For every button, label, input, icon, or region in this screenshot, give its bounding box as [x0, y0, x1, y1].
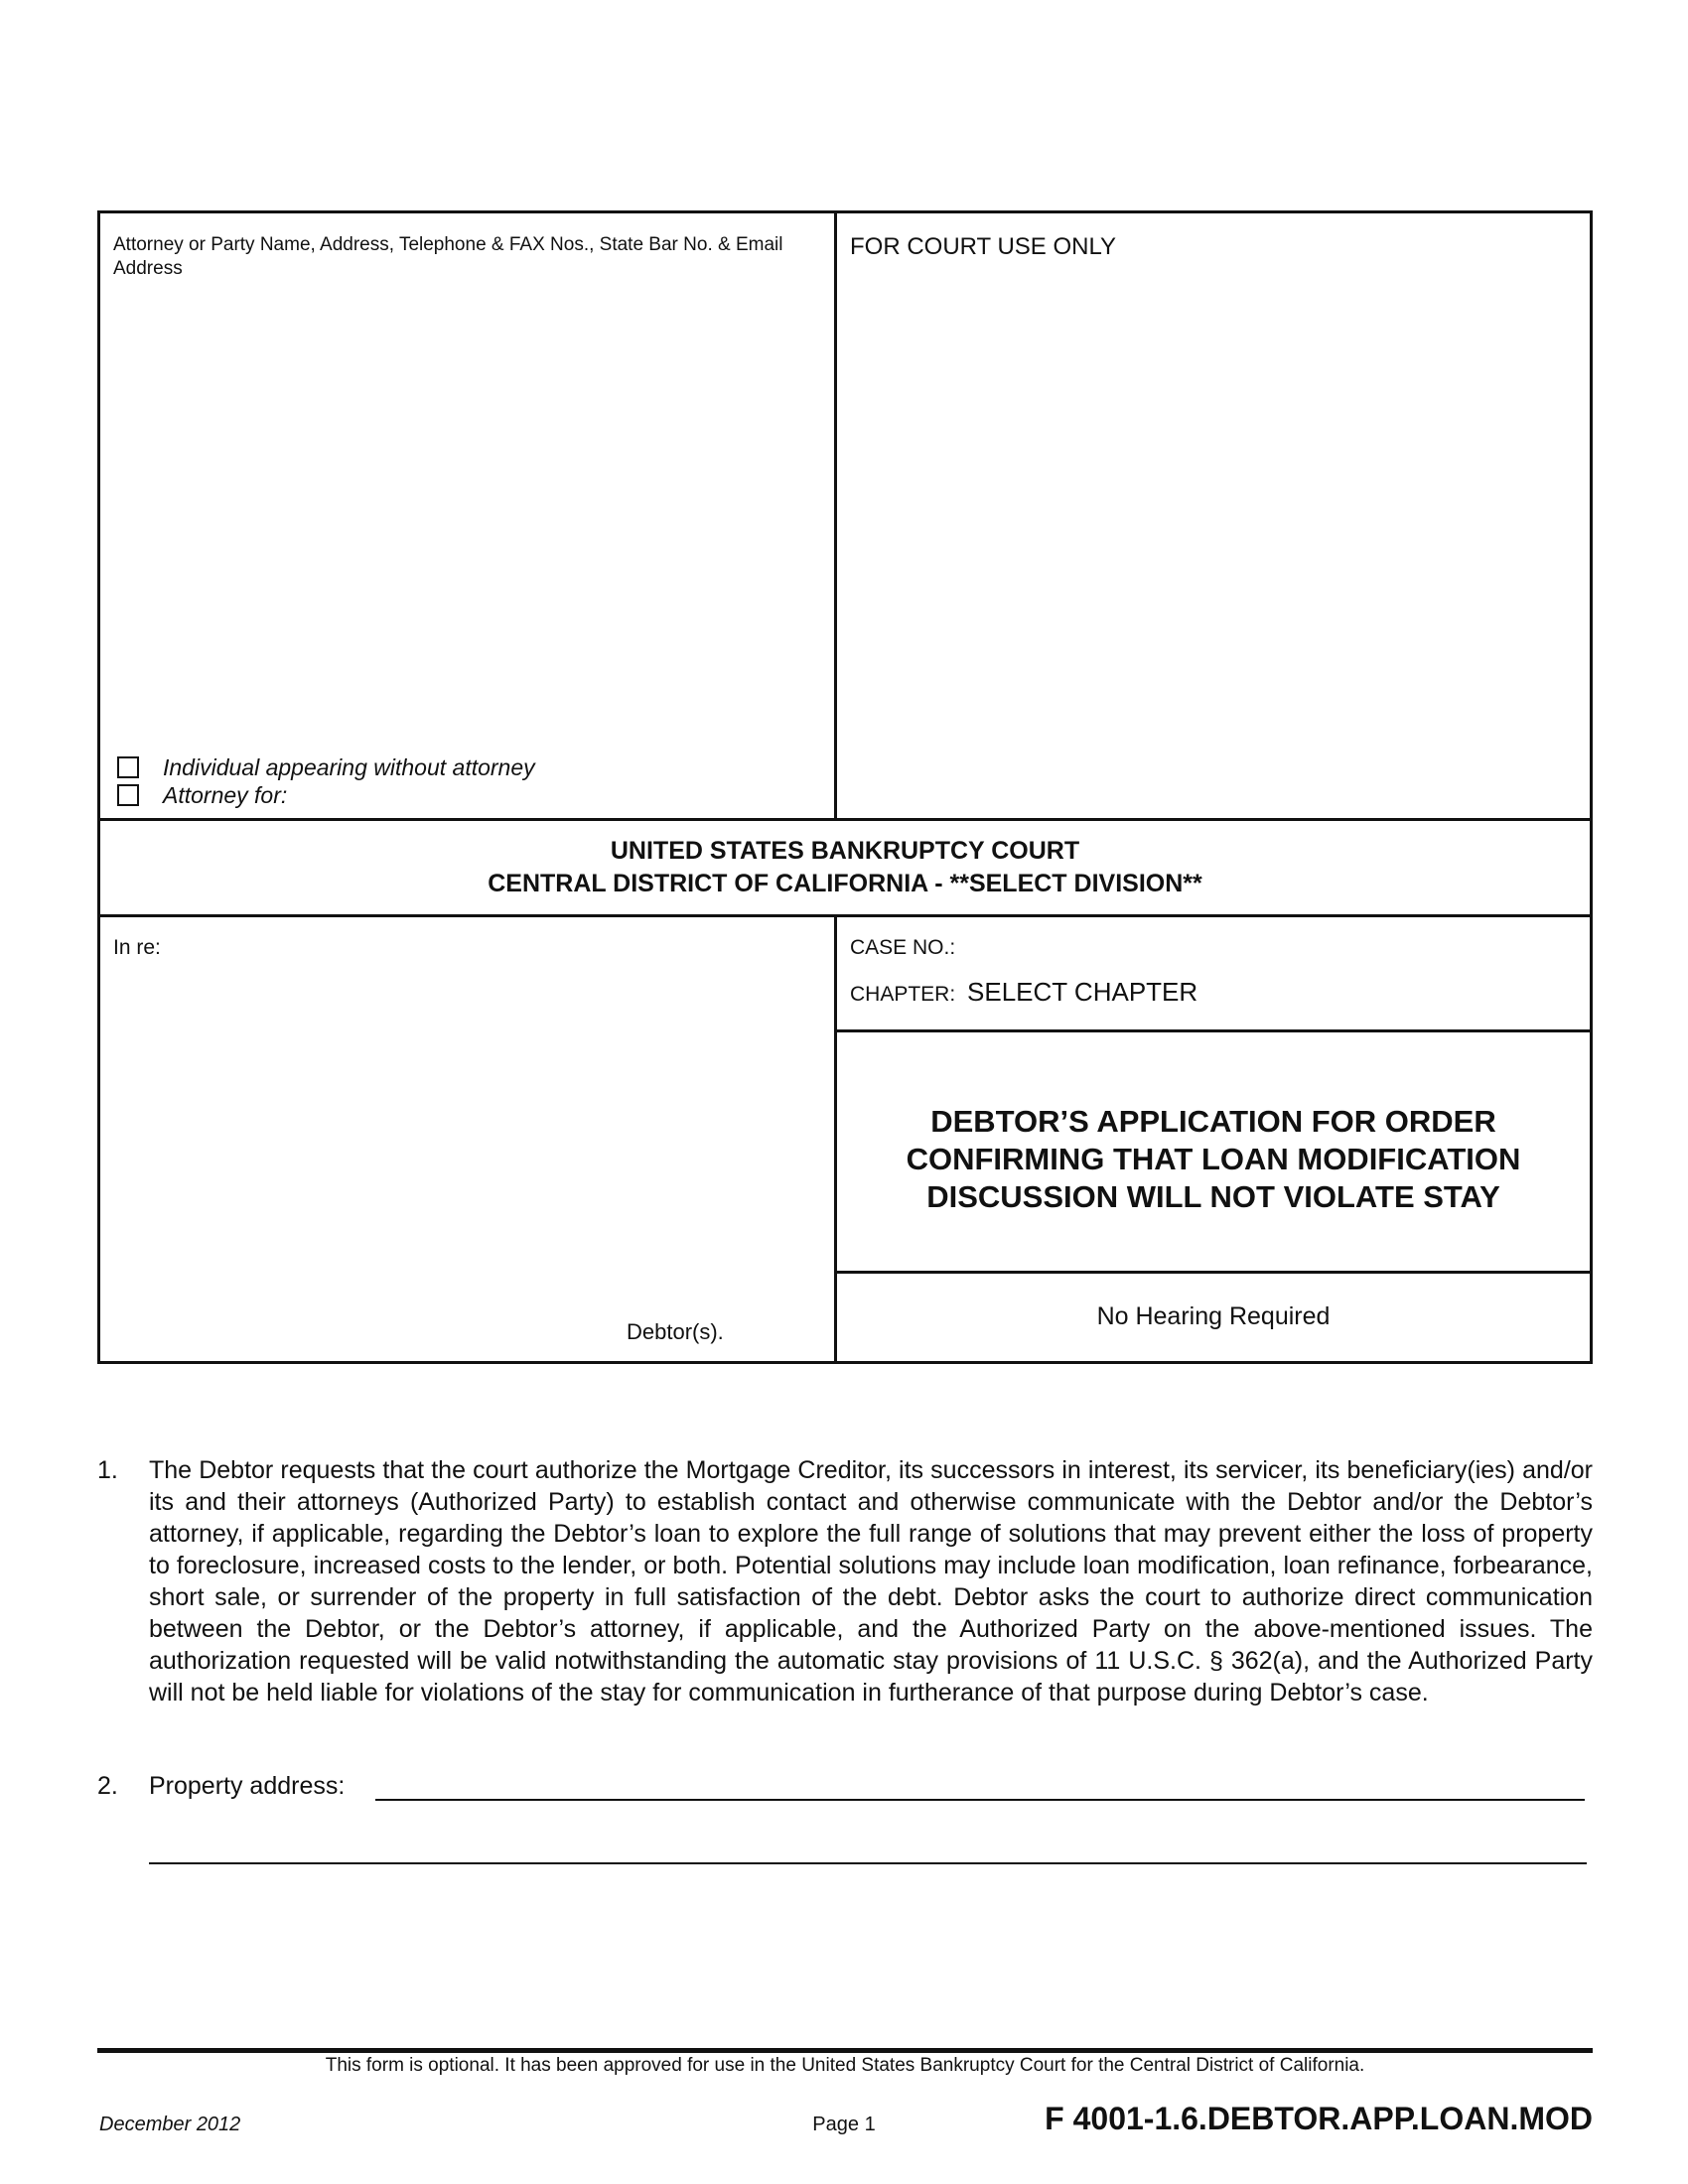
court-use-label: FOR COURT USE ONLY	[850, 233, 1117, 260]
document-title-line3: DISCUSSION WILL NOT VIOLATE STAY	[926, 1179, 1500, 1214]
in-re-label: In re:	[113, 936, 161, 959]
footer-rule	[97, 2048, 1593, 2053]
attorney-checkboxes	[117, 753, 812, 809]
attorney-for-label: Attorney for:	[163, 781, 288, 808]
paragraph-1-number: 1.	[97, 1456, 118, 1484]
chapter-row	[850, 977, 1197, 1008]
property-address-field-line1[interactable]	[375, 1799, 1585, 1801]
attorney-info-label: Attorney or Party Name, Address, Telephone & FAX Nos., State Bar No. & Email Address	[113, 234, 783, 279]
document-title-line1: DEBTOR’S APPLICATION FOR ORDER	[930, 1104, 1496, 1139]
case-no-label: CASE NO.:	[850, 936, 956, 959]
footer-page-number: Page 1	[812, 2114, 876, 2135]
caption-table	[97, 210, 1593, 1364]
court-name	[100, 835, 1590, 900]
rule-above-court	[100, 818, 1590, 821]
checkbox-row-attorney[interactable]	[117, 781, 812, 809]
paragraph-2-number: 2.	[97, 1772, 118, 1800]
rule-above-hearing	[837, 1271, 1590, 1274]
property-address-label: Property address:	[149, 1772, 346, 1800]
attorney-for-checkbox[interactable]	[117, 784, 139, 806]
paragraph-1-text: The Debtor requests that the court authorize the Mortgage Creditor, its successors in interest, its servicer, its beneficiary(ies) and/or its and their attorneys (Authorized Party) to establish contact and otherwise communicate with the Debtor and/or the Debtor’s attorney, if applicable, regarding the Debtor’s loan to explore the full range of solutions that may prevent either the loss of property to foreclosure, increased costs to the lender, or both. Potential solutions may include loan modification, loan refinance, forbearance, short sale, or surrender of the property in full satisfaction of the debt. Debtor asks the court to authorize direct communication between the Debtor, or the Debtor’s attorney, if applicable, and the Authorized Party on the above-mentioned issues. The authorization requested will be valid notwithstanding the automatic stay provisions of 11 U.S.C. § 362(a), and the Authorized Party will not be held liable for violations of the stay for communication in furtherance of that purpose during Debtor’s case.	[149, 1456, 1593, 1706]
paragraph-1	[97, 1454, 1593, 1742]
debtors-label: Debtor(s).	[627, 1319, 724, 1344]
court-name-line2: CENTRAL DISTRICT OF CALIFORNIA - **SELECT DIVISION**	[488, 870, 1202, 897]
rule-below-chapter	[837, 1029, 1590, 1032]
property-address-field-line2[interactable]	[149, 1862, 1587, 1864]
individual-checkbox[interactable]	[117, 756, 139, 778]
footer-note: This form is optional. It has been approved for use in the United States Bankruptcy Court for the Central District of California.	[325, 2055, 1365, 2076]
paragraph-2	[97, 1770, 1593, 1810]
hearing-status: No Hearing Required	[1096, 1302, 1331, 1330]
document-title	[837, 1103, 1590, 1216]
document-title-line2: CONFIRMING THAT LOAN MODIFICATION	[906, 1142, 1521, 1176]
footer-form-id: F 4001-1.6.DEBTOR.APP.LOAN.MOD	[1045, 2101, 1593, 2136]
court-name-line1: UNITED STATES BANKRUPTCY COURT	[610, 837, 1080, 865]
divider-upper	[834, 213, 837, 818]
chapter-select[interactable]: SELECT CHAPTER	[967, 977, 1198, 1007]
chapter-label: CHAPTER:	[850, 983, 956, 1006]
rule-below-court	[100, 914, 1590, 917]
individual-checkbox-label: Individual appearing without attorney	[163, 753, 535, 780]
footer-date: December 2012	[99, 2114, 241, 2135]
checkbox-row-individual[interactable]	[117, 753, 812, 781]
